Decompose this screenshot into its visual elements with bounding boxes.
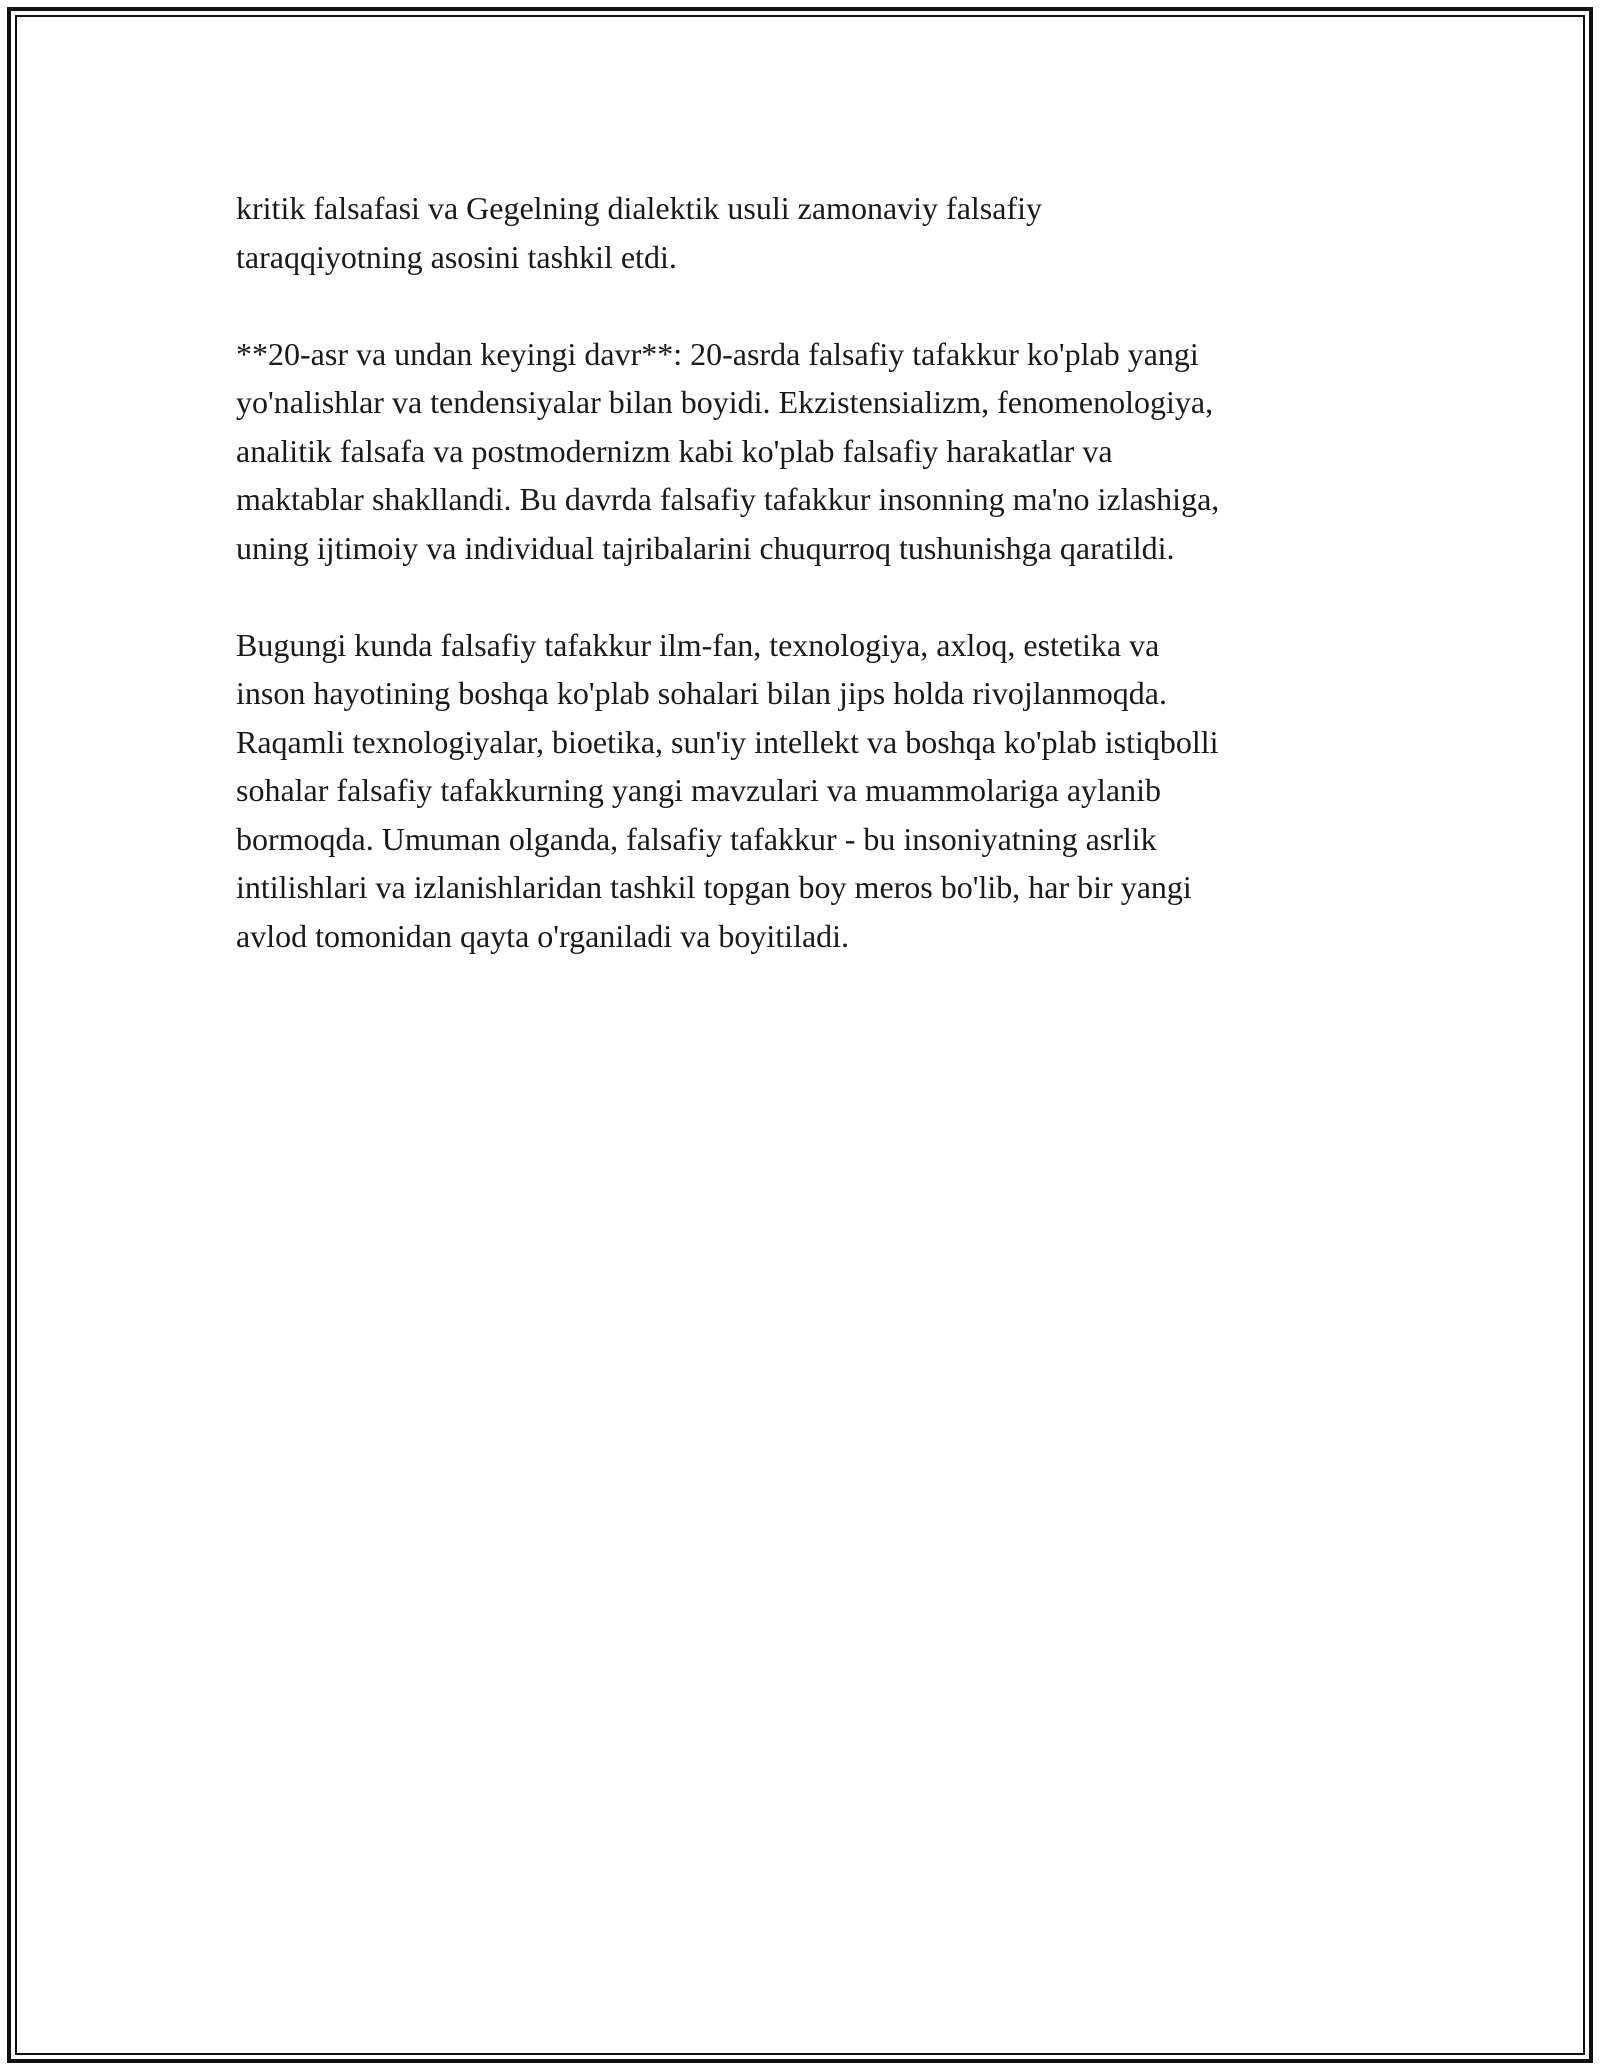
paragraph-2	[236, 330, 1386, 573]
text-line: kritik falsafasi va Gegelning dialektik usuli zamonaviy falsafiy	[236, 190, 1042, 226]
text-line: **20-asr va undan keyingi davr**: 20-asrda falsafiy tafakkur ko'plab yangi	[236, 335, 1199, 372]
text-line: taraqqiyotning asosini tashkil etdi.	[236, 238, 677, 275]
text-line: intilishlari va izlanishlaridan tashkil topgan boy meros bo'lib, har bir yangi	[236, 869, 1192, 905]
paragraph-1	[236, 184, 1386, 281]
text-line: uning ijtimoiy va individual tajribalarini chuqurroq tushunishga qaratildi.	[236, 529, 1175, 566]
text-line: avlod tomonidan qayta o'rganiladi va boyitiladi.	[236, 917, 850, 954]
text-line: Raqamli texnologiyalar, bioetika, sun'iy intellekt va boshqa ko'plab istiqbolli	[236, 723, 1219, 760]
paragraph-3	[236, 621, 1386, 961]
document-body	[236, 184, 1386, 960]
text-line: sohalar falsafiy tafakkurning yangi mavzulari va muammolariga aylanib	[236, 772, 1161, 808]
text-line: Bugungi kunda falsafiy tafakkur ilm-fan, texnologiya, axloq, estetika va	[236, 626, 1160, 663]
text-line: inson hayotining boshqa ko'plab sohalari bilan jips holda rivojlanmoqda.	[236, 675, 1167, 711]
text-line: maktablar shakllandi. Bu davrda falsafiy tafakkur insonning ma'no izlashiga,	[236, 481, 1220, 517]
text-line: bormoqda. Umuman olganda, falsafiy tafakkur - bu insoniyatning asrlik	[236, 820, 1157, 857]
text-line: analitik falsafa va postmodernizm kabi ko'plab falsafiy harakatlar va	[236, 432, 1113, 469]
text-line: yo'nalishlar va tendensiyalar bilan boyidi. Ekzistensializm, fenomenologiya,	[236, 384, 1214, 420]
